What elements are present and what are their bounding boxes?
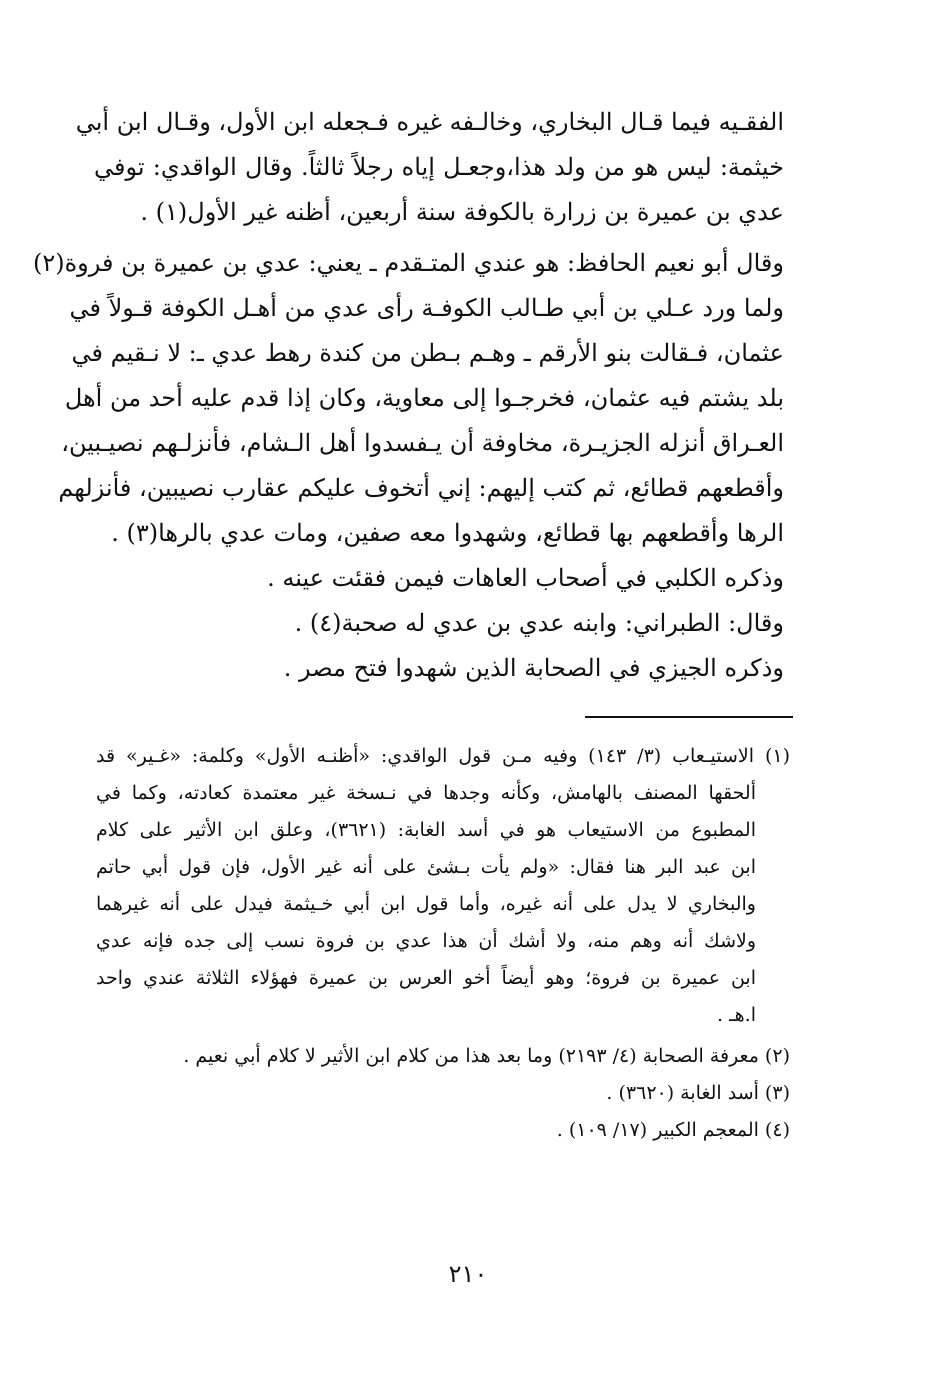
footnote-2: (٢) معرفة الصحابة (٤/ ٢١٩٣) وما بعد هذا من كلام ابن الأثير لا كلام أبي نعيم . bbox=[183, 1045, 790, 1067]
footnote-3: (٣) أسد الغابة (٣٦٢٠) . bbox=[606, 1082, 790, 1104]
body-line: بلد يشتم فيه عثمان، فخرجـوا إلى معاوية، وكان إذا قدم عليه أحد من أهل bbox=[64, 384, 784, 412]
body-line: عدي بن عميرة بن زرارة بالكوفة سنة أربعين، أظنه غير الأول(١) . bbox=[140, 198, 784, 226]
body-line: وذكره الكلبي في أصحاب العاهات فيمن فقئت عينه . bbox=[267, 564, 784, 592]
page-number: ٢١٠ bbox=[448, 1260, 488, 1288]
footnote-1-line: ابن عبد البر هنا فقال: «ولم يأت بـشئ على أنه غير الأول، فإن قول أبي حاتم bbox=[96, 856, 757, 878]
main-text-body bbox=[32, 100, 784, 691]
footnote-1-line: ولاشك أنه وهم منه، ولا أشك أن هذا عدي بن فروة نسب إلى جده فإنه عدي bbox=[96, 930, 756, 952]
body-line: وذكره الجيزي في الصحابة الذين شهدوا فتح مصر . bbox=[283, 654, 784, 682]
footnote-1-line: المطبوع من الاستيعاب هو في أسد الغابة: (٣٦٢١)، وعلق ابن الأثير على كلام bbox=[96, 819, 756, 841]
body-line: خيثمة: ليس هو من ولد هذا،وجعـل إياه رجلاً ثالثاً. وقال الواقدي: توفي bbox=[94, 153, 784, 181]
body-line: الفقـيه فيما قـال البخاري، وخالـفه غيره فـجعله ابن الأول، وقـال ابن أبي bbox=[75, 108, 784, 136]
footnote-1-line: (١) الاستيـعاب (٣/ ١٤٣) وفيه مـن قول الواقدي: «أظنـه الأول» وكلمة: «غـير» قد bbox=[96, 745, 790, 767]
footnote-1-line: ا.هـ . bbox=[717, 1004, 756, 1026]
footnote-4: (٤) المعجم الكبير (١٧/ ١٠٩) . bbox=[556, 1119, 790, 1141]
footnotes-section bbox=[96, 738, 790, 1149]
body-line: وقال: الطبراني: وابنه عدي بن عدي له صحبة(٤) . bbox=[294, 609, 784, 637]
body-line: ولما ورد عـلي بن أبي طـالب الكوفـة رأى عدي من أهـل الكوفة قـولاً في bbox=[69, 294, 784, 322]
footnote-1-line: ألحقها المصنف بالهامش، وكأنه وجدها في نـسخة غير معتمدة كعادته، وكما في bbox=[96, 782, 756, 804]
body-line: وقال أبو نعيم الحافظ: هو عندي المتـقدم ـ يعني: عدي بن عميرة بن فروة(٢) bbox=[32, 249, 784, 277]
footnote-1-line: والبخاري لا يدل على أنه غيره، وأما قول ابن أبي خـيثمة فيدل على أنه غيرهما bbox=[96, 893, 756, 915]
body-line: وأقطعهم قطائع، ثم كتب إليهم: إني أتخوف عليكم عقارب نصيبين، فأنزلهم bbox=[58, 474, 784, 502]
body-line: العـراق أنزله الجزيـرة، مخاوفة أن يـفسدوا أهل الـشام، فأنزلـهم نصيـبين، bbox=[61, 429, 784, 457]
footnote-divider bbox=[585, 716, 793, 718]
body-line: عثمان، فـقالت بنو الأرقم ـ وهـم بـطن من كندة رهط عدي ـ: لا نـقيم في bbox=[71, 339, 784, 367]
footnote-1-line: ابن عميرة بن فروة؛ وهو أيضاً أخو العرس بن عميرة فهؤلاء الثلاثة عندي واحد bbox=[96, 967, 756, 989]
body-line: الرها وأقطعهم بها قطائع، وشهدوا معه صفين، ومات عدي بالرها(٣) . bbox=[111, 519, 784, 547]
